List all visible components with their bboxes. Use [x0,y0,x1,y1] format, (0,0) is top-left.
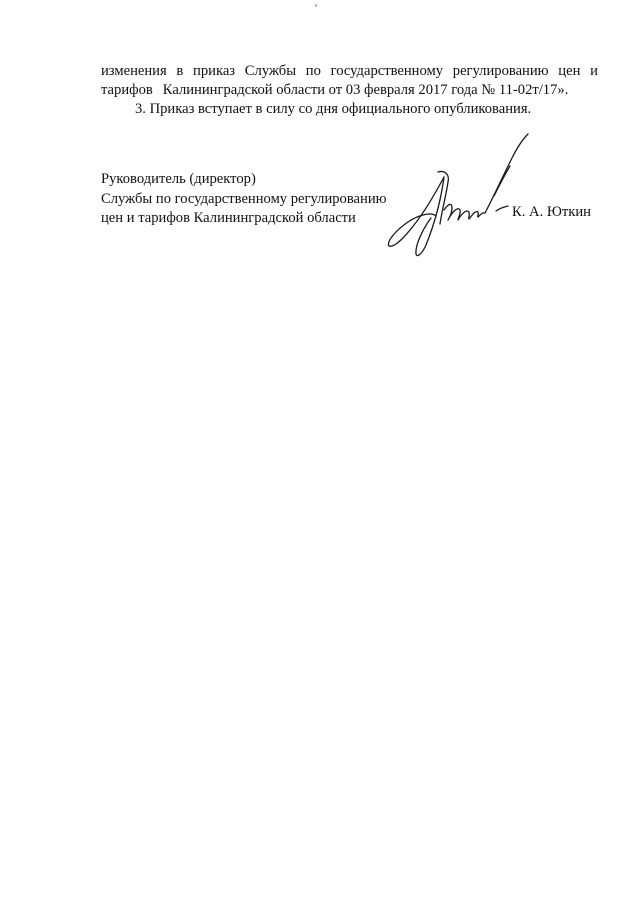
text-segment: тарифов [101,82,153,98]
word: приказ [193,63,236,79]
signatory-title-line: Службы по государственному регулированию [101,190,387,207]
word: цен [558,63,581,79]
word: государственному [330,63,444,79]
word: в [176,63,184,79]
paragraph-2: 3. Приказ вступает в силу со дня официального опубликования. [135,101,532,117]
signatory-title-line: Руководитель (директор) [101,171,256,187]
word: по [305,63,321,79]
signatory-title [101,170,387,229]
word: и [590,63,598,79]
text-segment: Калининградской области от 03 февраля 2017 года № 11-02т/17». [162,82,569,98]
word: Службы [244,63,297,79]
paragraph-1-line-1 [101,62,598,81]
word: регулированию [452,63,549,79]
word: изменения [101,63,167,79]
scan-mark [315,4,317,7]
signatory-name: К. А. Юткин [512,204,591,220]
paragraph-1-line-2 [101,81,598,100]
signatory-title-line: цен и тарифов Калининградской области [101,210,356,226]
handwritten-signature [386,130,536,270]
